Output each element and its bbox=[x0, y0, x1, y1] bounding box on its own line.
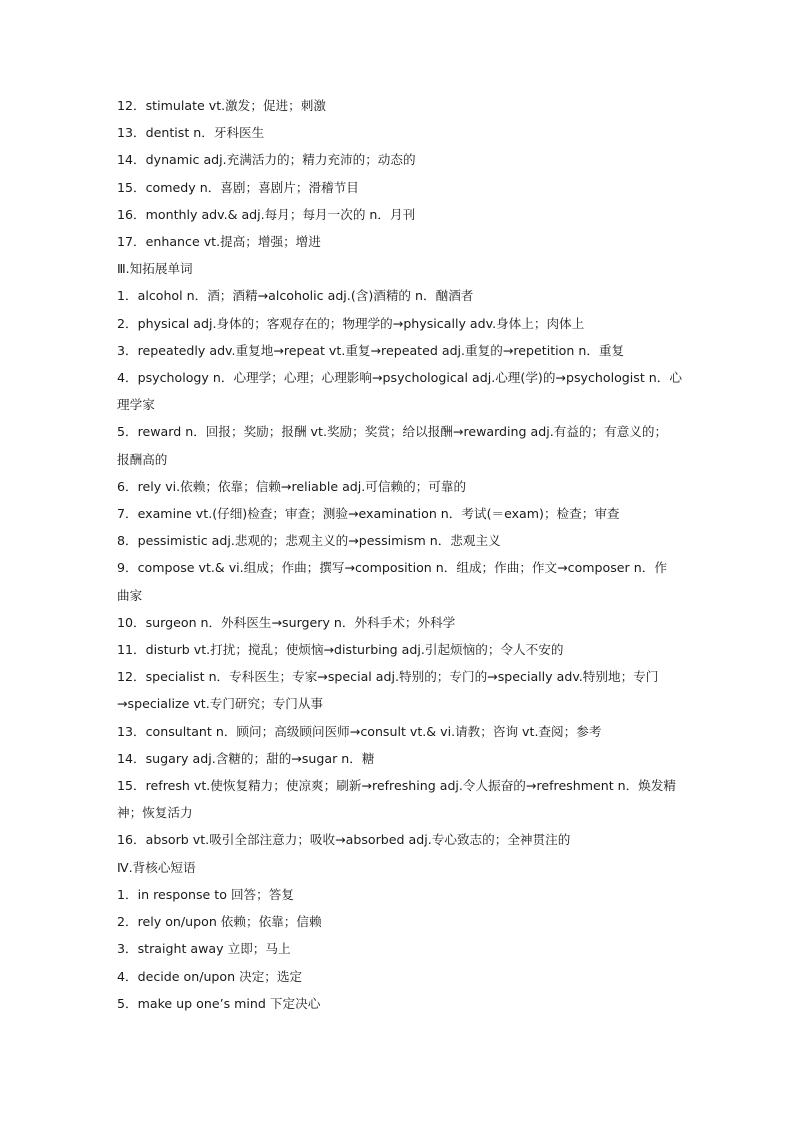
vocab-line-15: 15．comedy n．喜剧；喜剧片；滑稽节目 bbox=[117, 179, 359, 195]
phrase-line-1: 1．in response to 回答；答复 bbox=[117, 886, 294, 902]
vocab-line-12: 12．stimulate vt.激发；促进；刺激 bbox=[117, 98, 326, 113]
document-page bbox=[117, 92, 682, 1017]
phrase-line-2: 2．rely on/upon 依赖；依靠；信赖 bbox=[117, 914, 322, 930]
expand-line-12-cont: →specialize vt.专门研究；专门从事 bbox=[117, 696, 324, 712]
expand-line-4-cont: 理学家 bbox=[117, 397, 155, 413]
section-heading-expand-words: Ⅲ.知拓展单词 bbox=[117, 261, 193, 277]
phrase-line-3: 3．straight away 立即；马上 bbox=[117, 941, 291, 957]
expand-line-5-cont: 报酬高的 bbox=[117, 451, 168, 467]
expand-line-6: 6．rely vi.依赖；依靠；信赖→reliable adj.可信赖的；可靠的 bbox=[117, 478, 467, 494]
vocab-line-16: 16．monthly adv.& adj.每月；每月一次的 n．月刊 bbox=[117, 206, 416, 222]
expand-line-5: 5．reward n．回报；奖励；报酬 vt.奖励；奖赏；给以报酬→rewarding adj.有益的；有意义的； bbox=[117, 424, 668, 440]
vocab-line-13: 13．dentist n．牙科医生 bbox=[117, 125, 265, 141]
phrase-line-4: 4．decide on/upon 决定；选定 bbox=[117, 968, 303, 984]
expand-line-12: 12．specialist n．专科医生；专家→special adj.特别的；专门的→specially adv.特别地；专门 bbox=[117, 669, 659, 685]
expand-line-15: 15．refresh vt.使恢复精力；使凉爽；刷新→refreshing adj.令人振奋的→refreshment n．焕发精 bbox=[117, 778, 677, 794]
phrase-line-5: 5．make up one’s mind 下定决心 bbox=[117, 995, 321, 1011]
expand-line-2: 2．physical adj.身体的；客观存在的；物理学的→physically adv.身体上；肉体上 bbox=[117, 315, 585, 331]
expand-line-8: 8．pessimistic adj.悲观的；悲观主义的→pessimism n．悲观主义 bbox=[117, 533, 501, 549]
section-heading-core-phrases: Ⅳ.背核心短语 bbox=[117, 859, 196, 875]
vocab-line-17: 17．enhance vt.提高；增强；增进 bbox=[117, 234, 321, 250]
expand-line-4: 4．psychology n．心理学；心理；心理影响→psychological adj.心理(学)的→psychologist n．心 bbox=[117, 370, 682, 386]
expand-line-11: 11．disturb vt.打扰；搅乱；使烦恼→disturbing adj.引起烦恼的；令人不安的 bbox=[117, 642, 564, 658]
expand-line-3: 3．repeatedly adv.重复地→repeat vt.重复→repeated adj.重复的→repetition n．重复 bbox=[117, 342, 625, 358]
expand-line-14: 14．sugary adj.含糖的；甜的→sugar n．糖 bbox=[117, 750, 375, 766]
expand-line-13: 13．consultant n．顾问；高级顾问医师→consult vt.& vi.请教；咨询 vt.查阅；参考 bbox=[117, 723, 602, 739]
expand-line-9-cont: 曲家 bbox=[117, 587, 143, 603]
expand-line-16: 16．absorb vt.吸引全部注意力；吸收→absorbed adj.专心致志的；全神贯注的 bbox=[117, 832, 571, 848]
expand-line-10: 10．surgeon n．外科医生→surgery n．外科手术；外科学 bbox=[117, 614, 456, 630]
expand-line-1: 1．alcohol n．酒；酒精→alcoholic adj.(含)酒精的 n．酗酒者 bbox=[117, 288, 474, 304]
expand-line-15-cont: 神；恢复活力 bbox=[117, 805, 193, 821]
expand-line-9: 9．compose vt.& vi.组成；作曲；撰写→composition n．组成；作曲；作文→composer n．作 bbox=[117, 560, 667, 576]
expand-line-7: 7．examine vt.(仔细)检查；审查；测验→examination n．考试(＝exam)；检查；审查 bbox=[117, 506, 620, 522]
vocab-line-14: 14．dynamic adj.充满活力的；精力充沛的；动态的 bbox=[117, 152, 416, 168]
